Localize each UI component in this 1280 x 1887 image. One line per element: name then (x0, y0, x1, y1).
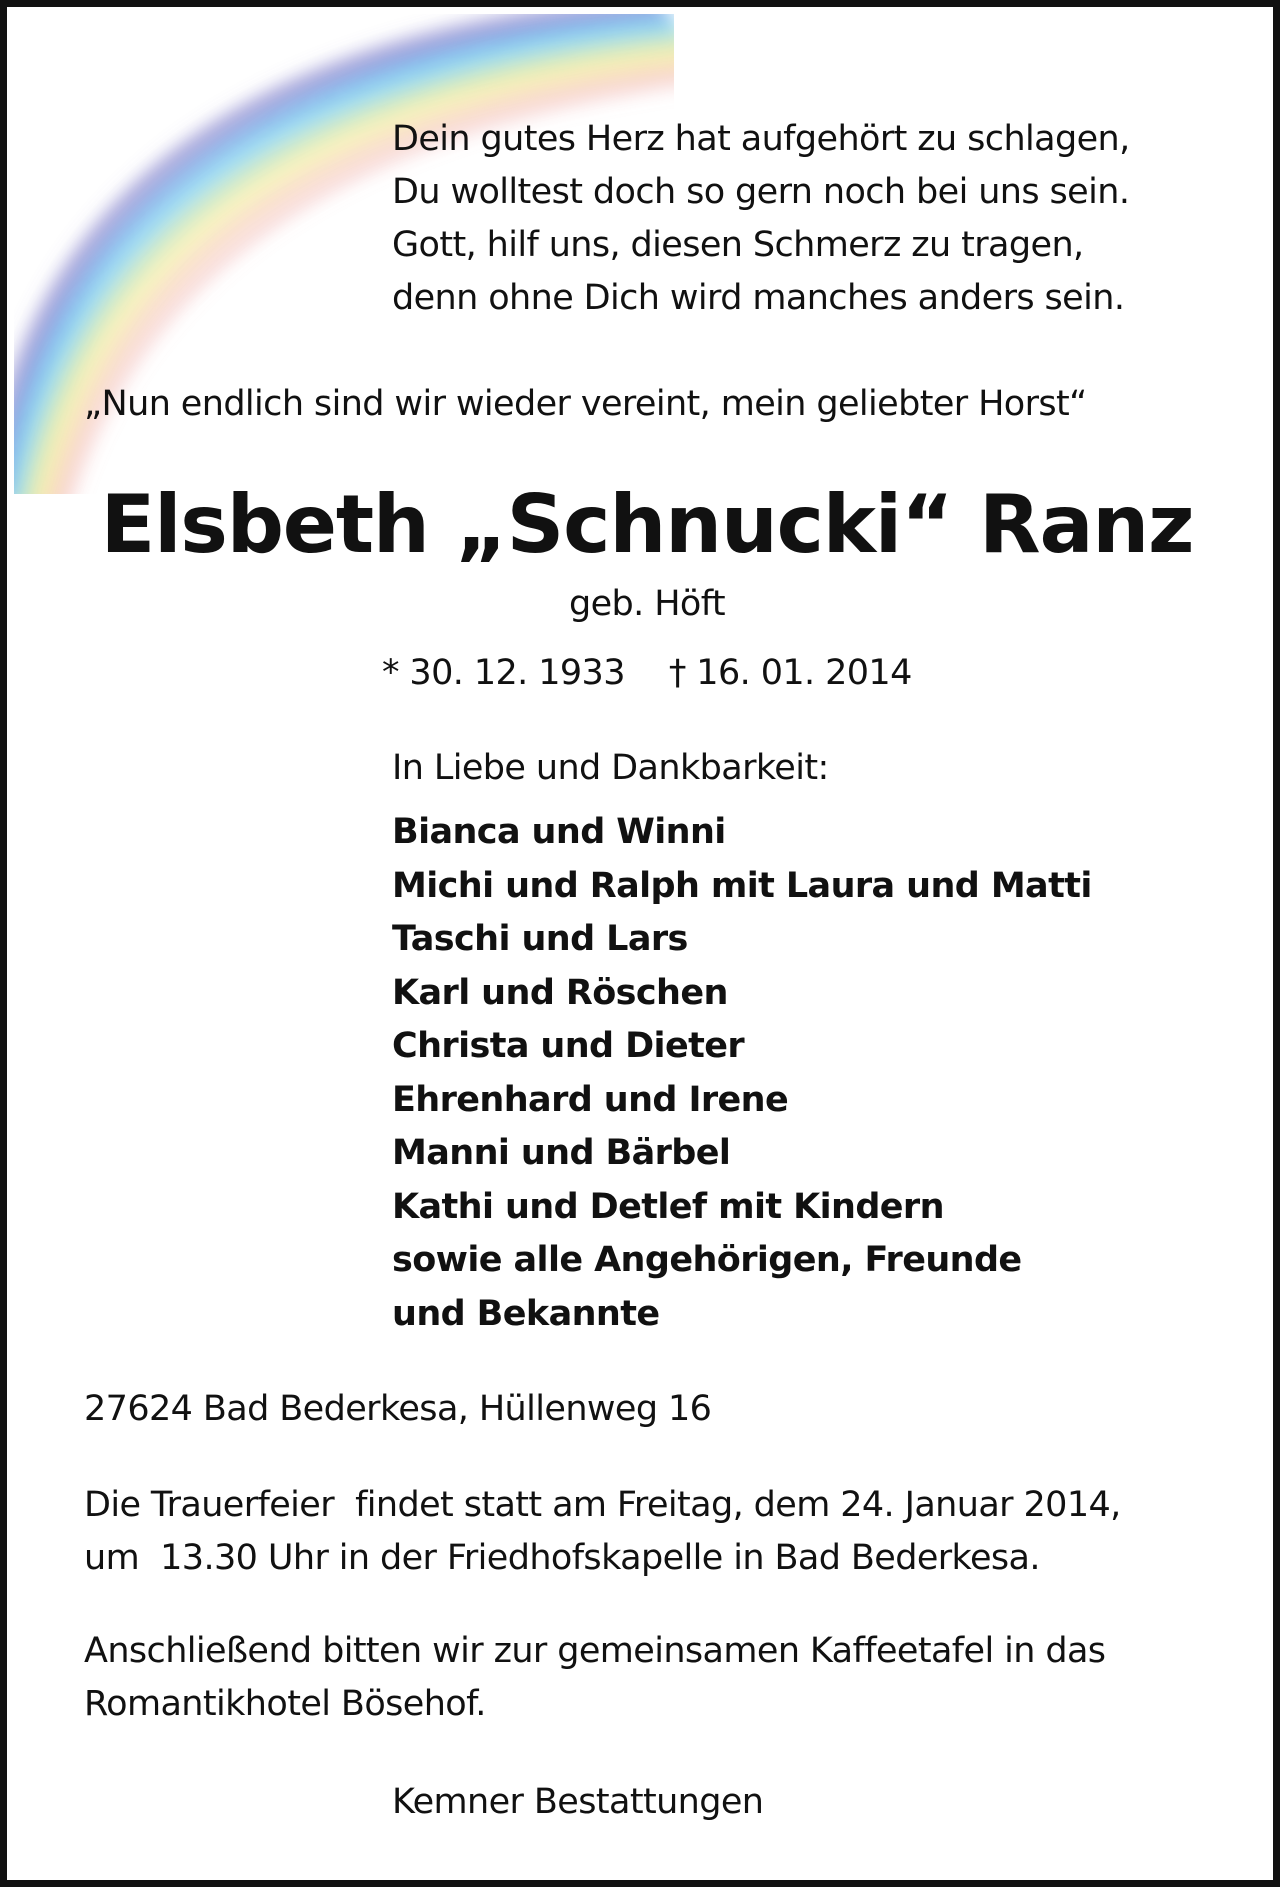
mourner-line: sowie alle Angehörigen, Freunde (392, 1240, 1022, 1280)
mourner-line: Manni und Bärbel (392, 1133, 731, 1173)
poem-line: Dein gutes Herz hat aufgehört zu schlagen, (392, 119, 1130, 159)
memorial-quote: „Nun endlich sind wir wieder vereint, mein geliebter Horst“ (84, 384, 1087, 424)
birth-name: geb. Höft (569, 584, 725, 624)
death-date: † 16. 01. 2014 (668, 653, 912, 693)
family-address: 27624 Bad Bederkesa, Hüllenweg 16 (84, 1389, 712, 1429)
poem-line: Gott, hilf uns, diesen Schmerz zu tragen, (392, 225, 1084, 265)
gratitude-line: In Liebe und Dankbarkeit: (392, 748, 829, 788)
reception-line: Romantikhotel Bösehof. (84, 1684, 486, 1724)
mourners-list (392, 806, 1092, 1341)
poem-line: denn ohne Dich wird manches anders sein. (392, 278, 1125, 318)
mourner-line: Christa und Dieter (392, 1026, 745, 1066)
reception-info (84, 1625, 1105, 1731)
service-line: Die Trauerfeier findet statt am Freitag, dem 24. Januar 2014, (84, 1485, 1121, 1525)
mourner-line: Bianca und Winni (392, 812, 726, 852)
life-dates (382, 648, 912, 698)
poem-line: Du wolltest doch so gern noch bei uns sein. (392, 172, 1130, 212)
mourner-line: Taschi und Lars (392, 919, 688, 959)
deceased-name: Elsbeth „Schnucki“ Ranz (100, 478, 1194, 571)
undertaker-name: Kemner Bestattungen (392, 1782, 764, 1822)
birth-date: * 30. 12. 1933 (382, 653, 625, 693)
mourner-line: Ehrenhard und Irene (392, 1079, 789, 1120)
funeral-service-info (84, 1479, 1121, 1585)
poem (392, 113, 1130, 325)
service-line: um 13.30 Uhr in der Friedhofskapelle in Bad Bederkesa. (84, 1538, 1040, 1578)
reception-line: Anschließend bitten wir zur gemeinsamen Kaffeetafel in das (84, 1631, 1106, 1671)
mourner-line: Michi und Ralph mit Laura und Matti (392, 865, 1092, 906)
mourner-line: Karl und Röschen (392, 972, 728, 1013)
mourner-line: und Bekannte (392, 1293, 660, 1334)
mourner-line: Kathi und Detlef mit Kindern (392, 1186, 944, 1227)
